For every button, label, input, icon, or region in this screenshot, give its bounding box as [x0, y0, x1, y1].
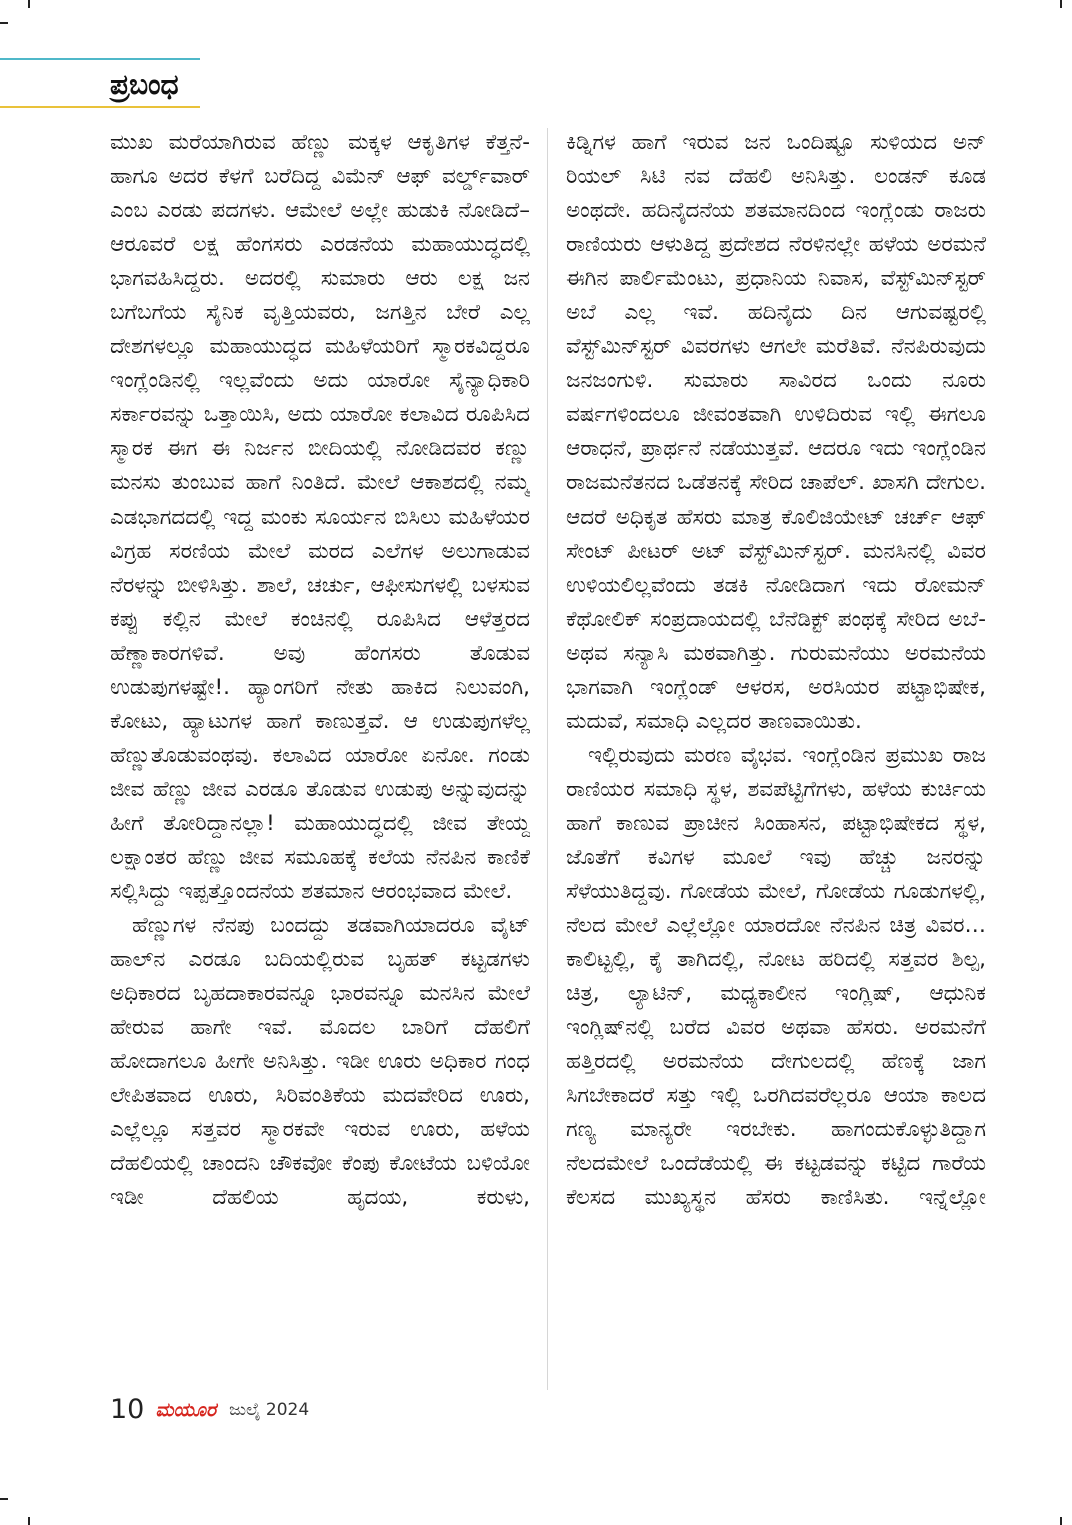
crop-mark-bottom-left: [0, 1498, 8, 1500]
article-paragraph: ಇಲ್ಲಿರುವುದು ಮರಣ ವೈಭವ. ಇಂಗ್ಲೆಂಡಿನ ಪ್ರಮುಖ ರಾಜ ರಾಣಿಯರ ಸಮಾಧಿ ಸ್ಥಳ, ಶವಪೆಟ್ಟಿಗೆಗಳು, ಹಳೆಯ ಕುರ್ಚಿಯ ಹಾಗೆ ಕಾಣುವ ಪ್ರಾಚೀನ ಸಿಂಹಾಸನ, ಪಟ್ಟಾಭಿಷೇಕದ ಸ್ಥಳ, ಜೊತೆಗೆ ಕವಿಗಳ ಮೂಲೆ ಇವು ಹೆಚ್ಚು ಜನರನ್ನು ಸೆಳೆಯುತಿದ್ದವು. ಗೋಡೆಯ ಮೇಲೆ, ಗೋಡೆಯ ಗೂಡುಗಳಲ್ಲಿ, ನೆಲದ ಮೇಲೆ ಎಲ್ಲೆಲ್ಲೋ ಯಾರದೋ ನೆನಪಿನ ಚಿತ್ರ ವಿವರ… ಕಾಲಿಟ್ಟಲ್ಲಿ, ಕೈ ತಾಗಿದಲ್ಲಿ, ನೋಟ ಹರಿದಲ್ಲಿ ಸತ್ತವರ ಶಿಲ್ಪ, ಚಿತ್ರ, ಲ್ಯಾಟಿನ್, ಮಧ್ಯಕಾಲೀನ ಇಂಗ್ಲಿಷ್, ಆಧುನಿಕ ಇಂಗ್ಲಿಷ್‌ನಲ್ಲಿ ಬರೆದ ವಿವರ ಅಥವಾ ಹೆಸರು. ಅರಮನೆಗೆ ಹತ್ತಿರದಲ್ಲಿ ಅರಮನೆಯ ದೇಗುಲದಲ್ಲಿ ಹೆಣಕ್ಕೆ ಜಾಗ ಸಿಗಬೇಕಾದರೆ ಸತ್ತು ಇಲ್ಲಿ ಒರಗಿದವರೆಲ್ಲರೂ ಆಯಾ ಕಾಲದ ಗಣ್ಯ ಮಾನ್ಯರೇ ಇರಬೇಕು. ಹಾಗಂದುಕೊಳ್ಳುತಿದ್ದಾಗ ನೆಲದಮೇಲೆ ಒಂದೆಡೆಯಲ್ಲಿ ಈ ಕಟ್ಟಡವನ್ನು ಕಟ್ಟಿದ ಗಾರೆಯ ಕೆಲಸದ ಮುಖ್ಯಸ್ಥನ ಹೆಸರು ಕಾಣಿಸಿತು. ಇನ್ನೆಲ್ಲೋ: [566, 742, 986, 1211]
crop-mark-top-left-h: [0, 22, 8, 24]
article-paragraph: ಕಿಡ್ನಿಗಳ ಹಾಗೆ ಇರುವ ಜನ ಒಂದಿಷ್ಟೂ ಸುಳಿಯದ ಅನ್ ರಿಯಲ್ ಸಿಟಿ ನವ ದೆಹಲಿ ಅನಿಸಿತ್ತು. ಲಂಡನ್ ಕೂಡ ಅಂಥದೇ. ಹದಿನೈದನೆಯ ಶತಮಾನದಿಂದ ಇಂಗ್ಲೆಂಡು ರಾಜರು ರಾಣಿಯರು ಆಳುತಿದ್ದ ಪ್ರದೇಶದ ನೆರಳಿನಲ್ಲೇ ಹಳೆಯ ಅರಮನೆ ಈಗಿನ ಪಾರ್ಲಿಮೆಂಟು, ಪ್ರಧಾನಿಯ ನಿವಾಸ, ವೆಸ್ಟ್‌ಮಿನ್‌ಸ್ಟರ್ ಅಬೆ ಎಲ್ಲ ಇವೆ. ಹದಿನೈದು ದಿನ ಆಗುವಷ್ಟರಲ್ಲಿ ವೆಸ್ಟ್‌ಮಿನ್‌ಸ್ಟರ್ ವಿವರಗಳು ಆಗಲೇ ಮರೆತಿವೆ. ನೆನಪಿರುವುದು ಜನಜಂಗುಳಿ. ಸುಮಾರು ಸಾವಿರದ ಒಂದು ನೂರು ವರ್ಷಗಳಿಂದಲೂ ಜೀವಂತವಾಗಿ ಉಳಿದಿರುವ ಇಲ್ಲಿ ಈಗಲೂ ಆರಾಧನೆ, ಪ್ರಾರ್ಥನೆ ನಡೆಯುತ್ತವೆ. ಆದರೂ ಇದು ಇಂಗ್ಲೆಂಡಿನ ರಾಜಮನೆತನದ ಒಡೆತನಕ್ಕೆ ಸೇರಿದ ಚಾಪೆಲ್. ಖಾಸಗಿ ದೇಗುಲ. ಆದರೆ ಅಧಿಕೃತ ಹೆಸರು ಮಾತ್ರ ಕೊಲಿಜಿಯೇಟ್ ಚರ್ಚ್ ಆಫ್ ಸೇಂಟ್ ಪೀಟರ್ ಅಟ್ ವೆಸ್ಟ್‌ಮಿನ್‌ಸ್ಟರ್. ಮನಸಿನಲ್ಲಿ ವಿವರ ಉಳಿಯಲಿಲ್ಲವೆಂದು ತಡಕಿ ನೋಡಿದಾಗ ಇದು ರೋಮನ್ ಕೆಥೋಲಿಕ್ ಸಂಪ್ರದಾಯದಲ್ಲಿ ಬೆನೆಡಿಕ್ಟ್ ಪಂಥಕ್ಕೆ ಸೇರಿದ ಅಬೆ-ಅಥವ ಸನ್ಯಾಸಿ ಮಠವಾಗಿತ್ತು. ಗುರುಮನೆಯು ಅರಮನೆಯ ಭಾಗವಾಗಿ ಇಂಗ್ಲೆಂಡ್ ಆಳರಸ, ಅರಸಿಯರ ಪಟ್ಟಾಭಿಷೇಕ, ಮದುವೆ, ಸಮಾಧಿ ಎಲ್ಲದರ ತಾಣವಾಯಿತು.: [566, 130, 986, 734]
issue-date: ಜುಲೈ 2024: [229, 1400, 310, 1420]
section-title: ಪ್ರಬಂಧ: [110, 68, 179, 101]
article-column-left: [110, 126, 530, 1384]
section-header: [0, 58, 205, 110]
crop-mark-bottom-right: [1060, 1517, 1062, 1525]
article-column-right: [566, 126, 986, 1384]
article-paragraph: ಹೆಣ್ಣುಗಳ ನೆನಪು ಬಂದದ್ದು ತಡವಾಗಿಯಾದರೂ ವೈಟ್ ಹಾಲ್‌ನ ಎರಡೂ ಬದಿಯಲ್ಲಿರುವ ಬೃಹತ್ ಕಟ್ಟಡಗಳು ಅಧಿಕಾರದ ಬೃಹದಾಕಾರವನ್ನೂ ಭಾರವನ್ನೂ ಮನಸಿನ ಮೇಲೆ ಹೇರುವ ಹಾಗೇ ಇವೆ. ಮೊದಲ ಬಾರಿಗೆ ದೆಹಲಿಗೆ ಹೋದಾಗಲೂ ಹೀಗೇ ಅನಿಸಿತ್ತು. ಇಡೀ ಊರು ಅಧಿಕಾರ ಗಂಧ ಲೇಪಿತವಾದ ಊರು, ಸಿರಿವಂತಿಕೆಯ ಮದವೇರಿದ ಊರು, ಎಲ್ಲೆಲ್ಲೂ ಸತ್ತವರ ಸ್ಮಾರಕವೇ ಇರುವ ಊರು, ಹಳೆಯ ದೆಹಲಿಯಲ್ಲಿ ಚಾಂದನಿ ಚೌಕವೋ ಕೆಂಪು ಕೋಟೆಯ ಬಳಿಯೋ ಇಡೀ ದೆಹಲಿಯ ಹೃದಯ, ಕರುಳು,: [110, 913, 530, 1211]
section-rule-bottom: [0, 106, 200, 108]
crop-mark-top-left: [28, 0, 30, 8]
section-rule-top: [0, 58, 200, 60]
crop-mark-bottom-left-v: [28, 1517, 30, 1525]
article-paragraph: ಮುಖ ಮರೆಯಾಗಿರುವ ಹೆಣ್ಣು ಮಕ್ಕಳ ಆಕೃತಿಗಳ ಕೆತ್ತನೆ-ಹಾಗೂ ಅದರ ಕೆಳಗೆ ಬರೆದಿದ್ದ ವಿಮೆನ್ ಆಫ್ ವರ್ಲ್ಡ್‌ವಾರ್ ಎಂಬ ಎರಡು ಪದಗಳು. ಆಮೇಲೆ ಅಲ್ಲೇ ಹುಡುಕಿ ನೋಡಿದೆ– ಆರೂವರೆ ಲಕ್ಷ ಹೆಂಗಸರು ಎರಡನೆಯ ಮಹಾಯುದ್ಧದಲ್ಲಿ ಭಾಗವಹಿಸಿದ್ದರು. ಅದರಲ್ಲಿ ಸುಮಾರು ಆರು ಲಕ್ಷ ಜನ ಬಗೆಬಗೆಯ ಸೈನಿಕ ವೃತ್ತಿಯವರು, ಜಗತ್ತಿನ ಬೇರೆ ಎಲ್ಲ ದೇಶಗಳಲ್ಲೂ ಮಹಾಯುದ್ಧದ ಮಹಿಳೆಯರಿಗೆ ಸ್ಮಾರಕವಿದ್ದರೂ ಇಂಗ್ಲೆಂಡಿನಲ್ಲಿ ಇಲ್ಲವೆಂದು ಅದು ಯಾರೋ ಸೈನ್ಯಾಧಿಕಾರಿ ಸರ್ಕಾರವನ್ನು ಒತ್ತಾಯಿಸಿ, ಅದು ಯಾರೋ ಕಲಾವಿದ ರೂಪಿಸಿದ ಸ್ಮಾರಕ ಈಗ ಈ ನಿರ್ಜನ ಬೀದಿಯಲ್ಲಿ ನೋಡಿದವರ ಕಣ್ಣು ಮನಸು ತುಂಬುವ ಹಾಗೆ ನಿಂತಿದೆ. ಮೇಲೆ ಆಕಾಶದಲ್ಲಿ ನಮ್ಮ ಎಡಭಾಗದದಲ್ಲಿ ಇದ್ದ ಮಂಕು ಸೂರ್ಯನ ಬಿಸಿಲು ಮಹಿಳೆಯರ ವಿಗ್ರಹ ಸರಣಿಯ ಮೇಲೆ ಮರದ ಎಲೆಗಳ ಅಲುಗಾಡುವ ನೆರಳನ್ನು ಬೀಳಿಸಿತ್ತು. ಶಾಲೆ, ಚರ್ಚು, ಆಫೀಸುಗಳಲ್ಲಿ ಬಳಸುವ ಕಪ್ಪು ಕಲ್ಲಿನ ಮೇಲೆ ಕಂಚಿನಲ್ಲಿ ರೂಪಿಸಿದ ಆಳೆತ್ತರದ ಹೆಣ್ಣಾಕಾರಗಳಿವೆ. ಅವು ಹೆಂಗಸರು ತೊಡುವ ಉಡುಪುಗಳಷ್ಟೇ!. ಹ್ಯಾಂಗರಿಗೆ ನೇತು ಹಾಕಿದ ನಿಲುವಂಗಿ, ಕೋಟು, ಹ್ಯಾಟುಗಳ ಹಾಗೆ ಕಾಣುತ್ತವೆ. ಆ ಉಡುಪುಗಳೆಲ್ಲ ಹೆಣ್ಣುತೊಡುವಂಥವು. ಕಲಾವಿದ ಯಾರೋ ಏನೋ. ಗಂಡು ಜೀವ ಹೆಣ್ಣು ಜೀವ ಎರಡೂ ತೊಡುವ ಉಡುಪು ಅನ್ನುವುದನ್ನು ಹೀಗೆ ತೋರಿದ್ದಾನಲ್ಲಾ! ಮಹಾಯುದ್ಧದಲ್ಲಿ ಜೀವ ತೇಯ್ದ ಲಕ್ಷಾಂತರ ಹೆಣ್ಣು ಜೀವ ಸಮೂಹಕ್ಕೆ ಕಲೆಯ ನೆನಪಿನ ಕಾಣಿಕೆ ಸಲ್ಲಿಸಿದ್ದು ಇಪ್ಪತ್ತೊಂದನೆಯ ಶತಮಾನ ಆರಂಭವಾದ ಮೇಲೆ.: [110, 130, 530, 905]
page-footer: [110, 1392, 309, 1428]
crop-mark-top-right: [1060, 0, 1062, 8]
column-divider: [547, 128, 548, 1390]
page-number: 10: [110, 1394, 145, 1425]
magazine-logo: ಮಯೂರ: [155, 1399, 217, 1421]
